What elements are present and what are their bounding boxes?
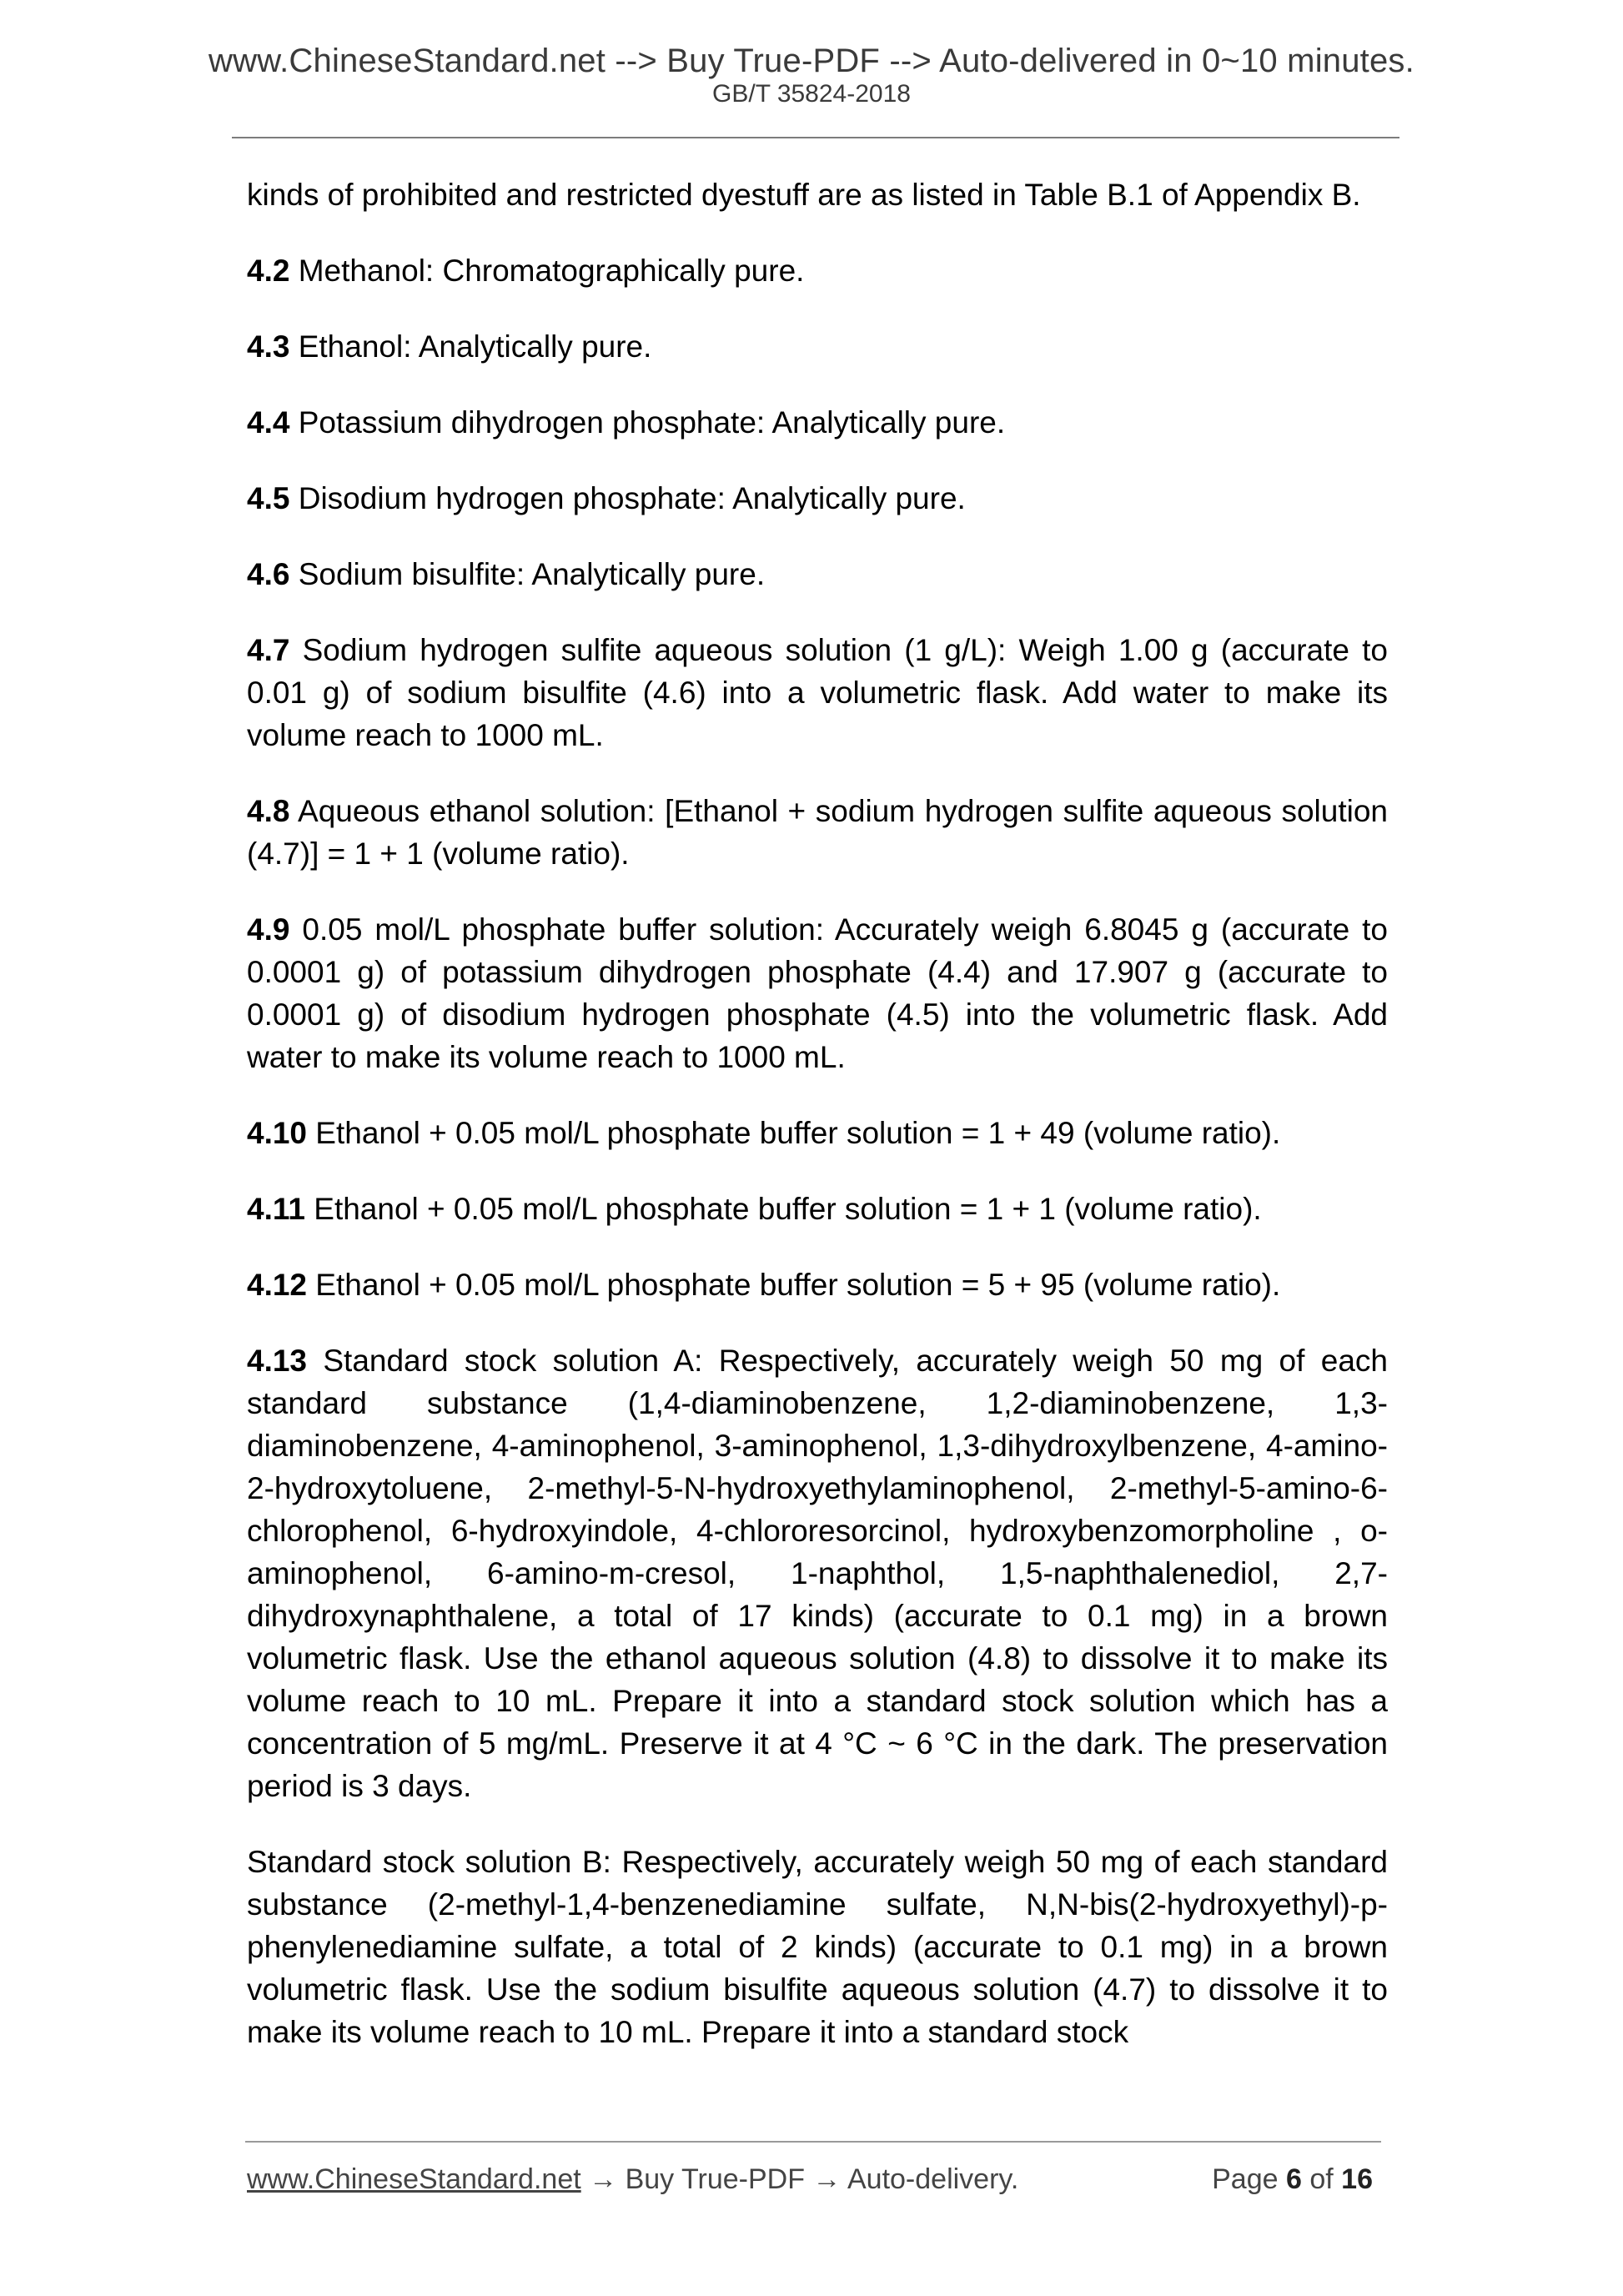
- clause-4-2: [247, 249, 1388, 292]
- clause-number: 4.8: [247, 794, 290, 828]
- clause-4-7: [247, 629, 1388, 756]
- clause-number: 4.5: [247, 481, 290, 515]
- clause-number: 4.11: [247, 1192, 305, 1226]
- clause-text: Standard stock solution A: Respectively, accurately weigh 50 mg of each standard substance (1,4-diaminobenzene, 1,2-diaminobenzene, 1,3-diaminobenzene, 4-aminophenol, 3-aminophenol, 1,3-dihydroxylbenzene, 4-amino-2-hydroxytoluene, 2-methyl-5-N-hydroxyethylaminophenol, 2-methyl-5-amino-6-chlorophenol, 6-hydroxyindole, 4-chlororesorcinol, hydroxybenzomorpholine , o-aminophenol, 6-amino-m-cresol, 1-naphthol, 1,5-naphthalenediol, 2,7-dihydroxynaphthalene, a total of 17 kinds) (accurate to 0.1 mg) in a brown volumetric flask. Use the ethanol aqueous solution (4.8) to dissolve it to make its volume reach to 10 mL. Prepare it into a standard stock solution which has a concentration of 5 mg/mL. Preserve it at 4 °C ~ 6 °C in the dark. The preservation period is 3 days.: [247, 1344, 1388, 1803]
- clause-text: Ethanol + 0.05 mol/L phosphate buffer solution = 1 + 49 (volume ratio).: [315, 1116, 1281, 1150]
- header-divider: [232, 137, 1399, 138]
- clause-number: 4.4: [247, 405, 290, 440]
- footer-divider: [245, 2141, 1381, 2143]
- clause-number: 4.9: [247, 912, 290, 947]
- paragraph: [247, 173, 1388, 216]
- clause-4-13: [247, 1339, 1388, 1807]
- clause-4-3: [247, 325, 1388, 368]
- clause-text: Methanol: Chromatographically pure.: [298, 254, 805, 288]
- paragraph-stock-solution-b: [247, 1841, 1388, 2053]
- clause-number: 4.7: [247, 633, 290, 667]
- total-pages: 16: [1341, 2163, 1373, 2195]
- clause-text: Sodium hydrogen sulfite aqueous solution (1 g/L): Weigh 1.00 g (accurate to 0.01 g) of sodium bisulfite (4.6) into a volumetric flask. Add water to make its volume reach to 1000 mL.: [247, 633, 1388, 752]
- footer-tagline: → Buy True-PDF → Auto-delivery.: [589, 2163, 1019, 2195]
- of-label: of: [1309, 2163, 1334, 2195]
- clause-4-5: [247, 477, 1388, 520]
- clause-text: Potassium dihydrogen phosphate: Analytically pure.: [298, 405, 1006, 440]
- page-footer: [247, 2158, 1381, 2200]
- clause-number: 4.2: [247, 254, 290, 288]
- clause-text: Ethanol + 0.05 mol/L phosphate buffer solution = 5 + 95 (volume ratio).: [315, 1268, 1281, 1302]
- paragraph-text: Standard stock solution B: Respectively, accurately weigh 50 mg of each standard substance (2-methyl-1,4-benzenediamine sulfate, N,N-bis(2-hydroxyethyl)-p-phenylenediamine sulfate, a total of 2 kinds) (accurate to 0.1 mg) in a brown volumetric flask. Use the sodium bisulfite aqueous solution (4.7) to dissolve it to make its volume reach to 10 mL. Prepare it into a standard stock: [247, 1845, 1388, 2049]
- clause-text: Disodium hydrogen phosphate: Analytically pure.: [298, 481, 966, 515]
- clause-text: Ethanol: Analytically pure.: [298, 329, 652, 364]
- clause-4-10: [247, 1112, 1388, 1154]
- page-indicator: [1212, 2158, 1373, 2200]
- footer-site-link[interactable]: www.ChineseStandard.net: [247, 2163, 581, 2195]
- clause-number: 4.3: [247, 329, 290, 364]
- clause-text: Ethanol + 0.05 mol/L phosphate buffer solution = 1 + 1 (volume ratio).: [314, 1192, 1262, 1226]
- page-label: Page: [1212, 2163, 1279, 2195]
- clause-number: 4.6: [247, 557, 290, 591]
- clause-4-4: [247, 401, 1388, 444]
- clause-text: 0.05 mol/L phosphate buffer solution: Accurately weigh 6.8045 g (accurate to 0.0001 g) of potassium dihydrogen phosphate (4.4) and 17.907 g (accurate to 0.0001 g) of disodium hydrogen phosphate (4.5) into the volumetric flask. Add water to make its volume reach to 1000 mL.: [247, 912, 1388, 1074]
- clause-4-11: [247, 1188, 1388, 1230]
- document-body: [247, 173, 1388, 2087]
- clause-4-6: [247, 553, 1388, 595]
- clause-number: 4.13: [247, 1344, 308, 1378]
- current-page: 6: [1285, 2163, 1302, 2195]
- clause-4-8: [247, 790, 1388, 875]
- paragraph-text: kinds of prohibited and restricted dyestuff are as listed in Table B.1 of Appendix B.: [247, 178, 1361, 212]
- clause-number: 4.10: [247, 1116, 308, 1150]
- clause-text: Aqueous ethanol solution: [Ethanol + sodium hydrogen sulfite aqueous solution (4.7)] = 1 + 1 (volume ratio).: [247, 794, 1388, 871]
- header-banner: www.ChineseStandard.net --> Buy True-PDF --> Auto-delivered in 0~10 minutes.: [209, 43, 1414, 79]
- clause-4-9: [247, 908, 1388, 1078]
- document-code: GB/T 35824-2018: [712, 80, 911, 108]
- clause-4-12: [247, 1264, 1388, 1306]
- clause-text: Sodium bisulfite: Analytically pure.: [298, 557, 766, 591]
- clause-number: 4.12: [247, 1268, 308, 1302]
